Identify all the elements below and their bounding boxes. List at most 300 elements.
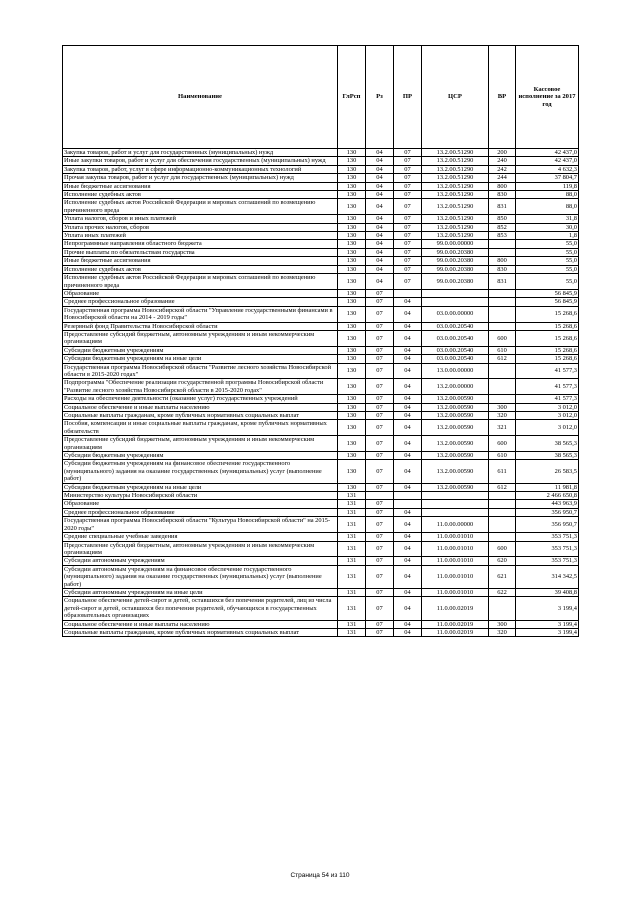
row-name: Прочая закупка товаров, работ и услуг для государственных (муниципальных) нужд: [63, 174, 338, 182]
row-glrsp: 130: [338, 223, 366, 231]
row-glrsp: 130: [338, 322, 366, 330]
row-glrsp: 130: [338, 298, 366, 306]
row-name: Резервный фонд Правительства Новосибирской области: [63, 322, 338, 330]
row-rz: 04: [366, 240, 394, 248]
row-name: Уплата налогов, сборов и иных платежей: [63, 215, 338, 223]
row-rz: 07: [366, 597, 394, 620]
row-vr: [489, 597, 516, 620]
row-csr: 11.0.00.01010: [422, 565, 489, 588]
row-csr: [422, 500, 489, 508]
row-glrsp: 130: [338, 436, 366, 452]
row-name: Предоставление субсидий бюджетным, автономным учреждениям и иным некоммерческим организациям: [63, 330, 338, 346]
row-glrsp: 130: [338, 483, 366, 491]
row-amount: 3 012,0: [516, 420, 579, 436]
row-vr: [489, 289, 516, 297]
row-pr: 07: [394, 157, 422, 165]
row-amount: 56 845,9: [516, 289, 579, 297]
row-pr: 07: [394, 165, 422, 173]
row-vr: 853: [489, 232, 516, 240]
row-amount: 3 199,4: [516, 620, 579, 628]
row-name: Субсидии бюджетным учреждениям на иные цели: [63, 483, 338, 491]
row-pr: 04: [394, 460, 422, 483]
row-glrsp: 130: [338, 363, 366, 379]
row-pr: 04: [394, 346, 422, 354]
row-vr: 240: [489, 157, 516, 165]
row-glrsp: 130: [338, 395, 366, 403]
row-glrsp: 131: [338, 517, 366, 533]
row-vr: [489, 500, 516, 508]
row-vr: 321: [489, 420, 516, 436]
row-amount: 55,0: [516, 257, 579, 265]
row-rz: 07: [366, 517, 394, 533]
row-amount: 3 012,0: [516, 412, 579, 420]
row-pr: 04: [394, 363, 422, 379]
row-rz: 07: [366, 346, 394, 354]
row-rz: 07: [366, 533, 394, 541]
row-pr: [394, 289, 422, 297]
row-rz: 04: [366, 265, 394, 273]
table-row: [63, 149, 579, 157]
row-vr: [489, 492, 516, 500]
table-row: [63, 199, 579, 215]
table-row: [63, 412, 579, 420]
header-glrsp: ГлРсп: [338, 46, 366, 149]
row-vr: 852: [489, 223, 516, 231]
row-glrsp: 130: [338, 289, 366, 297]
row-pr: 04: [394, 379, 422, 395]
row-name: Исполнение судебных актов Российской Федерации и мировых соглашений по возмещению причиненного вреда: [63, 199, 338, 215]
row-name: Субсидии автономным учреждениям: [63, 557, 338, 565]
row-glrsp: 130: [338, 420, 366, 436]
row-csr: 03.0.00.20540: [422, 330, 489, 346]
row-pr: 04: [394, 436, 422, 452]
table-row: [63, 257, 579, 265]
row-csr: 13.2.00.00590: [422, 452, 489, 460]
row-vr: 830: [489, 265, 516, 273]
row-pr: 07: [394, 265, 422, 273]
row-name: Пособия, компенсации и иные социальные выплаты гражданам, кроме публичных нормативных обязательств: [63, 420, 338, 436]
table-row: [63, 492, 579, 500]
row-amount: 15 268,6: [516, 306, 579, 322]
table-row: [63, 508, 579, 516]
row-vr: [489, 363, 516, 379]
row-glrsp: 130: [338, 149, 366, 157]
row-pr: 07: [394, 248, 422, 256]
row-glrsp: 130: [338, 355, 366, 363]
row-csr: 13.2.00.00590: [422, 420, 489, 436]
row-rz: 07: [366, 541, 394, 557]
row-amount: 55,0: [516, 274, 579, 290]
header-rz: Рз: [366, 46, 394, 149]
row-glrsp: 131: [338, 541, 366, 557]
row-amount: 55,0: [516, 265, 579, 273]
row-rz: 07: [366, 557, 394, 565]
table-row: [63, 597, 579, 620]
row-glrsp: 131: [338, 508, 366, 516]
row-amount: 353 751,3: [516, 557, 579, 565]
row-amount: 41 577,3: [516, 379, 579, 395]
row-vr: 610: [489, 346, 516, 354]
row-rz: 04: [366, 232, 394, 240]
row-rz: [366, 492, 394, 500]
row-rz: 04: [366, 174, 394, 182]
row-name: Подпрограмма "Обеспечение реализации государственной программы Новосибирской области "Развитие лесного хозяйства Новосибирской области в 2015-2020 годах": [63, 379, 338, 395]
row-csr: 13.2.00.51290: [422, 215, 489, 223]
row-csr: 99.0.00.00000: [422, 240, 489, 248]
row-name: Средние специальные учебные заведения: [63, 533, 338, 541]
row-vr: 300: [489, 403, 516, 411]
row-amount: 3 199,4: [516, 597, 579, 620]
table-body: [63, 149, 579, 637]
table-row: [63, 182, 579, 190]
row-csr: 13.2.00.00590: [422, 412, 489, 420]
row-glrsp: 130: [338, 165, 366, 173]
header-amount: Кассовое исполнение за 2017 год: [516, 46, 579, 149]
row-amount: 15 268,6: [516, 355, 579, 363]
row-amount: 15 268,6: [516, 322, 579, 330]
row-csr: 11.0.00.01010: [422, 588, 489, 596]
row-pr: 07: [394, 223, 422, 231]
row-amount: 119,8: [516, 182, 579, 190]
row-vr: [489, 306, 516, 322]
row-csr: 13.2.00.00590: [422, 395, 489, 403]
row-glrsp: 130: [338, 240, 366, 248]
row-glrsp: 130: [338, 452, 366, 460]
row-pr: 04: [394, 565, 422, 588]
header-csr: ЦСР: [422, 46, 489, 149]
row-vr: [489, 395, 516, 403]
row-pr: 04: [394, 557, 422, 565]
row-pr: 04: [394, 306, 422, 322]
row-amount: 3 012,0: [516, 403, 579, 411]
row-amount: 353 751,3: [516, 541, 579, 557]
row-amount: 356 950,7: [516, 508, 579, 516]
row-vr: 200: [489, 149, 516, 157]
row-glrsp: 130: [338, 274, 366, 290]
row-name: Образование: [63, 289, 338, 297]
row-name: Субсидии бюджетным учреждениям на финансовое обеспечение государственного (муниципального) задания на оказание государственных (муниципальных) услуг (выполнение работ): [63, 460, 338, 483]
row-pr: 04: [394, 533, 422, 541]
row-vr: 610: [489, 452, 516, 460]
row-amount: 353 751,3: [516, 533, 579, 541]
table-row: [63, 565, 579, 588]
row-name: Среднее профессиональное образование: [63, 508, 338, 516]
table-row: [63, 403, 579, 411]
header-vr: ВР: [489, 46, 516, 149]
row-vr: 850: [489, 215, 516, 223]
row-name: Субсидии бюджетным учреждениям на иные цели: [63, 355, 338, 363]
row-amount: 38 565,3: [516, 436, 579, 452]
row-rz: 07: [366, 452, 394, 460]
row-name: Предоставление субсидий бюджетным, автономным учреждениям и иным некоммерческим организациям: [63, 436, 338, 452]
row-amount: 88,0: [516, 199, 579, 215]
row-csr: 03.0.00.20540: [422, 322, 489, 330]
row-glrsp: 130: [338, 306, 366, 322]
row-name: Иные бюджетные ассигнования: [63, 257, 338, 265]
row-csr: 11.0.00.01010: [422, 533, 489, 541]
row-amount: 37 804,7: [516, 174, 579, 182]
row-amount: 4 632,3: [516, 165, 579, 173]
row-pr: 04: [394, 541, 422, 557]
row-amount: 41 577,3: [516, 395, 579, 403]
row-amount: 11 981,8: [516, 483, 579, 491]
table-row: [63, 395, 579, 403]
row-csr: 99.0.00.20380: [422, 248, 489, 256]
row-name: Образование: [63, 500, 338, 508]
row-glrsp: 131: [338, 557, 366, 565]
row-glrsp: 130: [338, 403, 366, 411]
row-csr: 99.0.00.20380: [422, 274, 489, 290]
row-csr: 03.0.00.00000: [422, 306, 489, 322]
row-rz: 07: [366, 289, 394, 297]
row-amount: 15 268,6: [516, 346, 579, 354]
row-glrsp: 130: [338, 460, 366, 483]
row-pr: 07: [394, 240, 422, 248]
row-amount: 42 437,0: [516, 149, 579, 157]
row-glrsp: 130: [338, 265, 366, 273]
row-csr: 03.0.00.20540: [422, 346, 489, 354]
row-name: Прочие выплаты по обязательствам государства: [63, 248, 338, 256]
row-vr: 620: [489, 557, 516, 565]
row-pr: 04: [394, 420, 422, 436]
row-vr: 320: [489, 412, 516, 420]
row-pr: 04: [394, 395, 422, 403]
row-pr: 04: [394, 403, 422, 411]
table-row: [63, 330, 579, 346]
row-amount: 31,8: [516, 215, 579, 223]
row-glrsp: 130: [338, 174, 366, 182]
row-rz: 07: [366, 436, 394, 452]
row-pr: 07: [394, 232, 422, 240]
row-csr: 13.2.00.00590: [422, 436, 489, 452]
row-csr: 99.0.00.20380: [422, 265, 489, 273]
row-pr: 07: [394, 191, 422, 199]
row-rz: 07: [366, 483, 394, 491]
row-rz: 04: [366, 274, 394, 290]
row-amount: 41 577,3: [516, 363, 579, 379]
row-pr: 07: [394, 274, 422, 290]
row-name: Социальное обеспечение и иные выплаты населению: [63, 403, 338, 411]
row-vr: 622: [489, 588, 516, 596]
row-rz: 07: [366, 322, 394, 330]
row-rz: 04: [366, 182, 394, 190]
row-name: Уплата прочих налогов, сборов: [63, 223, 338, 231]
row-name: Государственная программа Новосибирской области "Управление государственными финансами в Новосибирской области на 2014 - 2019 годы": [63, 306, 338, 322]
row-vr: 244: [489, 174, 516, 182]
row-rz: 04: [366, 248, 394, 256]
row-vr: 831: [489, 199, 516, 215]
row-csr: 11.0.00.01010: [422, 541, 489, 557]
row-vr: 600: [489, 330, 516, 346]
row-name: Социальные выплаты гражданам, кроме публичных нормативных социальных выплат: [63, 412, 338, 420]
row-name: Исполнение судебных актов Российской Федерации и мировых соглашений по возмещению причиненного вреда: [63, 274, 338, 290]
row-csr: [422, 508, 489, 516]
row-rz: 07: [366, 500, 394, 508]
row-rz: 04: [366, 199, 394, 215]
row-glrsp: 130: [338, 330, 366, 346]
row-rz: 04: [366, 223, 394, 231]
row-pr: 04: [394, 508, 422, 516]
row-name: Исполнение судебных актов: [63, 191, 338, 199]
row-vr: [489, 322, 516, 330]
row-vr: 600: [489, 436, 516, 452]
row-amount: 1,8: [516, 232, 579, 240]
row-csr: 13.2.00.51290: [422, 191, 489, 199]
row-csr: 11.0.00.02019: [422, 628, 489, 636]
row-amount: 42 437,0: [516, 157, 579, 165]
table-row: [63, 289, 579, 297]
row-name: Закупка товаров, работ и услуг для государственных (муниципальных) нужд: [63, 149, 338, 157]
row-pr: 04: [394, 628, 422, 636]
row-glrsp: 131: [338, 565, 366, 588]
row-csr: 13.2.00.51290: [422, 223, 489, 231]
row-rz: 07: [366, 565, 394, 588]
table-row: [63, 248, 579, 256]
row-pr: 04: [394, 330, 422, 346]
row-glrsp: 131: [338, 588, 366, 596]
row-pr: 04: [394, 517, 422, 533]
budget-table: [62, 45, 579, 637]
row-csr: 13.2.00.00590: [422, 483, 489, 491]
row-vr: [489, 508, 516, 516]
row-pr: 04: [394, 588, 422, 596]
row-name: Закупка товаров, работ, услуг в сфере информационно-коммуникационных технологий: [63, 165, 338, 173]
row-glrsp: 130: [338, 257, 366, 265]
table-header-row: [63, 46, 579, 149]
row-glrsp: 130: [338, 412, 366, 420]
row-rz: 07: [366, 508, 394, 516]
table-row: [63, 379, 579, 395]
table-row: [63, 157, 579, 165]
row-vr: [489, 533, 516, 541]
row-amount: 3 199,4: [516, 628, 579, 636]
row-amount: 443 963,9: [516, 500, 579, 508]
row-csr: 13.2.00.51290: [422, 157, 489, 165]
row-name: Непрограммные направления областного бюджета: [63, 240, 338, 248]
row-glrsp: 131: [338, 628, 366, 636]
row-pr: 07: [394, 174, 422, 182]
row-rz: 07: [366, 420, 394, 436]
table-row: [63, 298, 579, 306]
row-glrsp: 130: [338, 199, 366, 215]
table-row: [63, 628, 579, 636]
row-amount: 88,0: [516, 191, 579, 199]
row-pr: [394, 492, 422, 500]
row-csr: 13.2.00.51290: [422, 199, 489, 215]
table-row: [63, 420, 579, 436]
row-amount: 38 565,3: [516, 452, 579, 460]
row-pr: 07: [394, 149, 422, 157]
row-csr: 13.0.00.00000: [422, 363, 489, 379]
row-vr: 242: [489, 165, 516, 173]
row-name: Субсидии автономным учреждениям на иные цели: [63, 588, 338, 596]
row-name: Субсидии бюджетным учреждениям: [63, 452, 338, 460]
table-row: [63, 620, 579, 628]
table-row: [63, 274, 579, 290]
row-pr: 07: [394, 257, 422, 265]
table-row: [63, 232, 579, 240]
row-rz: 07: [366, 588, 394, 596]
row-glrsp: 130: [338, 248, 366, 256]
row-csr: 13.2.00.51290: [422, 165, 489, 173]
row-pr: 04: [394, 355, 422, 363]
table-row: [63, 306, 579, 322]
row-vr: [489, 240, 516, 248]
row-rz: 07: [366, 298, 394, 306]
header-pr: ПР: [394, 46, 422, 149]
table-row: [63, 223, 579, 231]
row-csr: [422, 289, 489, 297]
row-rz: 07: [366, 363, 394, 379]
row-name: Предоставление субсидий бюджетным, автономным учреждениям и иным некоммерческим организациям: [63, 541, 338, 557]
row-csr: 13.2.00.51290: [422, 149, 489, 157]
row-amount: 314 342,5: [516, 565, 579, 588]
row-vr: 612: [489, 483, 516, 491]
table-row: [63, 460, 579, 483]
row-vr: 600: [489, 541, 516, 557]
row-rz: 04: [366, 215, 394, 223]
row-amount: 26 583,5: [516, 460, 579, 483]
row-csr: 11.0.00.02019: [422, 597, 489, 620]
row-vr: 621: [489, 565, 516, 588]
row-rz: 04: [366, 257, 394, 265]
row-vr: 320: [489, 628, 516, 636]
row-glrsp: 131: [338, 620, 366, 628]
row-pr: 04: [394, 298, 422, 306]
row-name: Исполнение судебных актов: [63, 265, 338, 273]
row-amount: 15 268,6: [516, 330, 579, 346]
row-csr: 11.0.00.01010: [422, 557, 489, 565]
row-pr: 04: [394, 322, 422, 330]
row-amount: 55,0: [516, 248, 579, 256]
row-vr: 300: [489, 620, 516, 628]
row-name: Субсидии бюджетным учреждениям: [63, 346, 338, 354]
row-rz: 07: [366, 355, 394, 363]
table-row: [63, 588, 579, 596]
table-row: [63, 500, 579, 508]
row-csr: 13.2.00.51290: [422, 174, 489, 182]
row-glrsp: 130: [338, 232, 366, 240]
table-row: [63, 174, 579, 182]
row-csr: 13.2.00.00000: [422, 379, 489, 395]
row-glrsp: 131: [338, 533, 366, 541]
row-vr: 830: [489, 191, 516, 199]
row-rz: 07: [366, 460, 394, 483]
table-row: [63, 557, 579, 565]
table-row: [63, 165, 579, 173]
table-row: [63, 452, 579, 460]
row-rz: 04: [366, 149, 394, 157]
row-csr: 13.2.00.51290: [422, 232, 489, 240]
row-glrsp: 131: [338, 597, 366, 620]
row-csr: 13.2.00.00590: [422, 460, 489, 483]
row-pr: [394, 500, 422, 508]
row-vr: 611: [489, 460, 516, 483]
row-name: Иные бюджетные ассигнования: [63, 182, 338, 190]
row-name: Расходы на обеспечение деятельности (оказание услуг) государственных учреждений: [63, 395, 338, 403]
row-pr: 04: [394, 483, 422, 491]
row-pr: 07: [394, 199, 422, 215]
row-vr: [489, 379, 516, 395]
row-glrsp: 130: [338, 191, 366, 199]
row-glrsp: 130: [338, 215, 366, 223]
row-glrsp: 131: [338, 500, 366, 508]
row-name: Министерство культуры Новосибирской области: [63, 492, 338, 500]
row-glrsp: 130: [338, 182, 366, 190]
row-rz: 07: [366, 306, 394, 322]
row-vr: 831: [489, 274, 516, 290]
row-csr: 13.2.00.51290: [422, 182, 489, 190]
